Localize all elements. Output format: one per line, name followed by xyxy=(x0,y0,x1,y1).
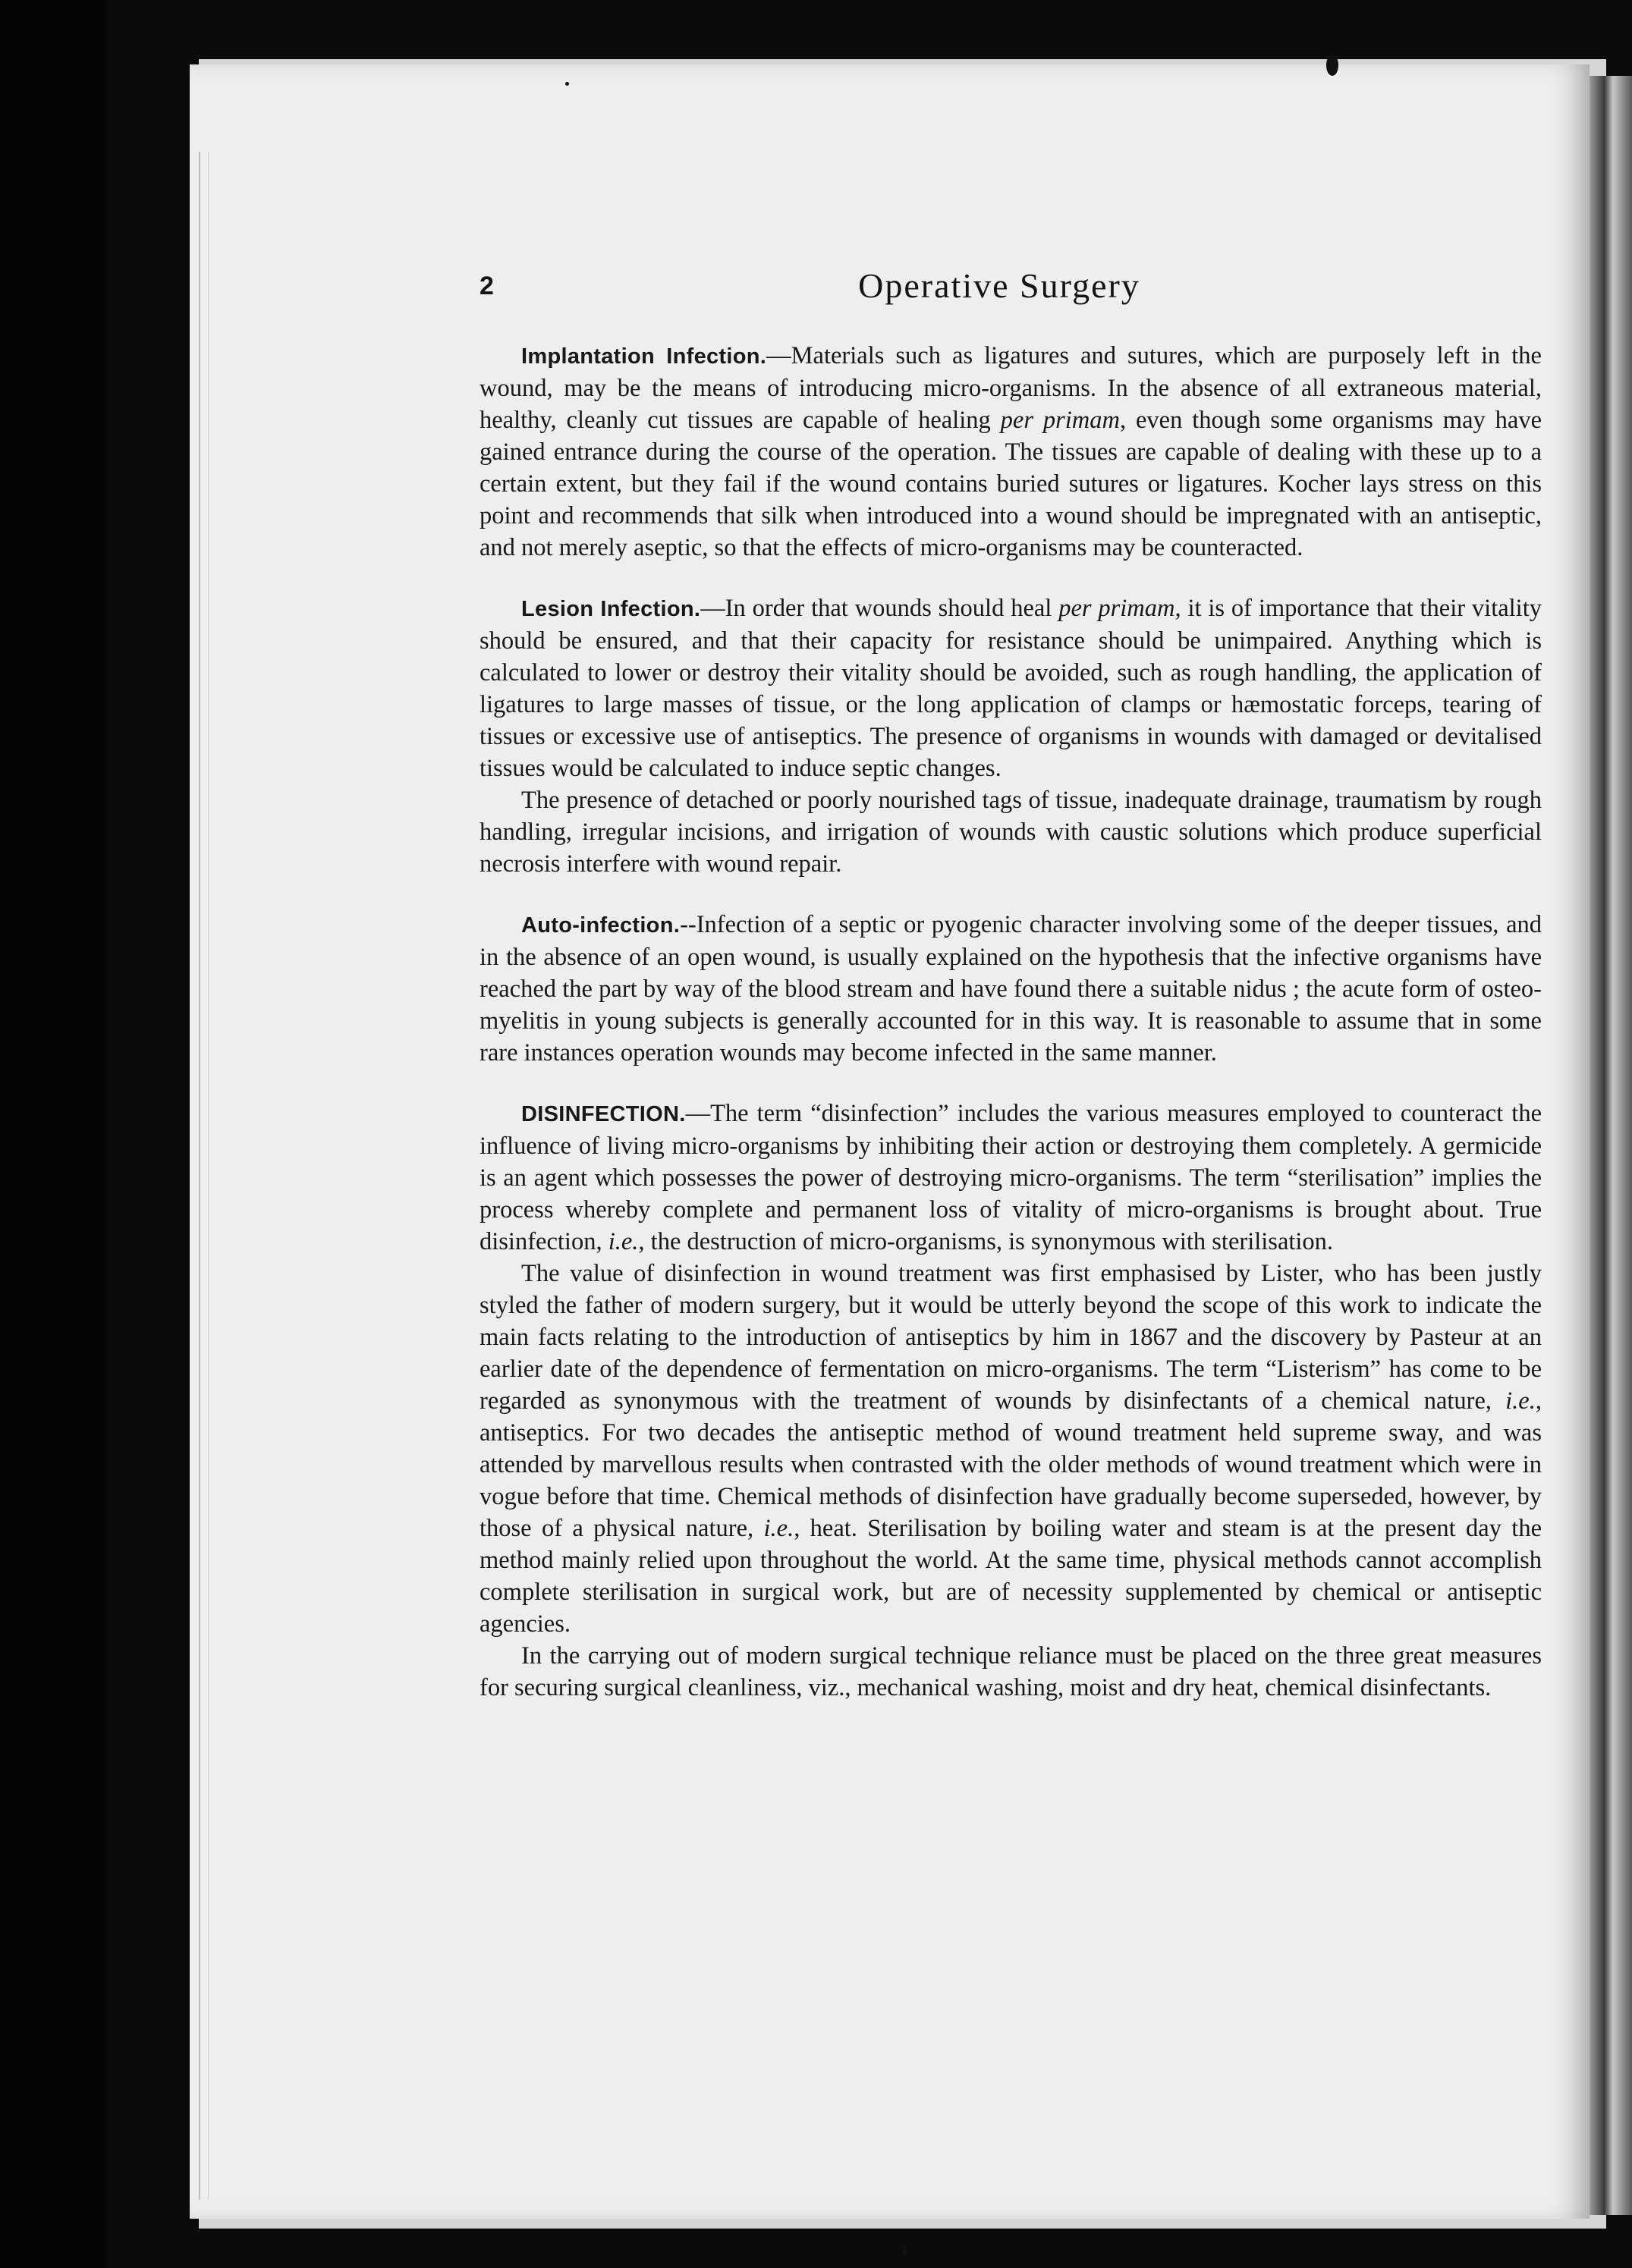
page-number: 2 xyxy=(480,272,494,300)
paragraph-auto-infection xyxy=(480,909,1542,1069)
paragraph-wound-repair: The presence of detached or poorly nourished tags of tissue, inadequate drainage, traumatism by rough handling, irregular incisions, and irrigation of wounds with caustic solutions which produce superficial necrosis interfere with wound repair. xyxy=(480,787,1542,878)
scan-background xyxy=(0,0,106,2268)
paragraph-implantation-infection xyxy=(480,340,1542,564)
heading-disinfection: DISINFECTION. xyxy=(521,1102,686,1126)
italic-term: i.e. xyxy=(763,1515,794,1542)
scan-speck xyxy=(565,82,569,86)
paragraph-text: , even though some organisms may have gained entrance during the course of the operation. The tissues are capable of dealing with these up to a certain extent, but they fail if the wound contains buried sutures or ligatures. Kocher lays stress on this point and recommends that silk when introduced into a wound should be impregnated with an antiseptic, and not merely aseptic, so that the effects of micro-organisms may be counteracted. xyxy=(480,407,1542,561)
scan-speck xyxy=(1326,55,1338,76)
italic-term: per primam xyxy=(1000,407,1120,434)
running-title: Operative Surgery xyxy=(858,266,1140,305)
paragraph-text: —Materials such as ligatures and sutures, which are purposely left in the wound, may be the means of introducing micro-organisms. In the absence of all extraneous material, healthy, cleanly cut tissues are capable of healing xyxy=(480,342,1542,434)
heading-lesion-infection: Lesion Infection. xyxy=(521,597,701,621)
paragraph-text: , heat. Sterilisation by boiling water and steam is at the present day the method mainly relied upon throughout the world. At the same time, physical methods cannot accomplish complete sterilisation in surgical work, but are of necessity supplemented by chemical or antiseptic agencies. xyxy=(480,1515,1542,1638)
heading-auto-infection: Auto-infection. xyxy=(521,913,681,938)
paragraph-text: , antiseptics. For two decades the antiseptic method of wound treatment held supreme sway, and was attended by marvellous results when contrasted with the older methods of wound treatment which were in vogue before that time. Chemical methods of disinfection have gradually become superseded, however, by those of a physical nature, xyxy=(480,1387,1542,1542)
italic-term: per primam xyxy=(1058,595,1175,622)
paragraph-text: —The term “disinfection” includes the various measures employed to counteract the influence of living micro-organisms by inhibiting their action or destroying them completely. A germicide is an agent which possesses the power of destroying micro-organisms. The term “sterilisation” implies the process whereby complete and permanent loss of vitality of micro-organisms is brought about. True disinfection, xyxy=(480,1100,1542,1255)
scan-speck xyxy=(903,2245,907,2256)
paragraph-disinfection xyxy=(480,1098,1542,1258)
body-text xyxy=(480,340,1542,1704)
paragraph-text: , it is of importance that their vitality should be ensured, and that their capacity for resistance should be unimpaired. Anything which is calculated to lower or destroy their vitality should be avoided, such as rough handling, the application of ligatures to large masses of tissue, or the long application of clamps or hæmostatic forceps, tearing of tissues or excessive use of antiseptics. The presence of organisms in wounds with damaged or devitalised tissues would be calculated to induce septic changes. xyxy=(480,595,1542,782)
paragraph-text: --Infection of a septic or pyogenic character involving some of the deeper tissues, and in the absence of an open wound, is usually explained on the hypothesis that the infective organisms have reached the part by way of the blood stream and have found there a suitable nidus ; the acute form of osteo-myelitis in young subjects is generally accounted for in this way. It is reasonable to assume that in some rare instances operation wounds may become infected in the same manner. xyxy=(480,911,1542,1066)
paragraph-text: —In order that wounds should heal xyxy=(700,595,1059,622)
heading-implantation-infection: Implantation Infection. xyxy=(521,344,767,369)
running-head xyxy=(480,266,1519,317)
paragraph-surgical-technique: In the carrying out of modern surgical technique reliance must be placed on the three great measures for securing surgical cleanliness, viz., mechanical washing, moist and dry heat, chemical disinfectants. xyxy=(480,1642,1542,1701)
italic-term: i.e. xyxy=(1505,1387,1536,1415)
paragraph-lister xyxy=(480,1258,1542,1640)
paragraph-text: , the destruction of micro-organisms, is synonymous with sterilisation. xyxy=(638,1228,1334,1255)
paragraph-text: The value of disinfection in wound treatment was first emphasised by Lister, who has been justly styled the father of modern surgery, but it would be utterly beyond the scope of this work to indicate the main facts relating to the introduction of antiseptics by him in 1867 and the discovery by Pasteur at an earlier date of the dependence of fermentation on micro-organisms. The term “Listerism” has come to be regarded as synonymous with the treatment of wounds by disinfectants of a chemical nature, xyxy=(480,1260,1542,1415)
paragraph-lesion-infection xyxy=(480,592,1542,784)
page-curl-edge xyxy=(1590,76,1632,2215)
page-stack-edges xyxy=(199,152,223,2200)
italic-term: i.e. xyxy=(608,1228,639,1255)
